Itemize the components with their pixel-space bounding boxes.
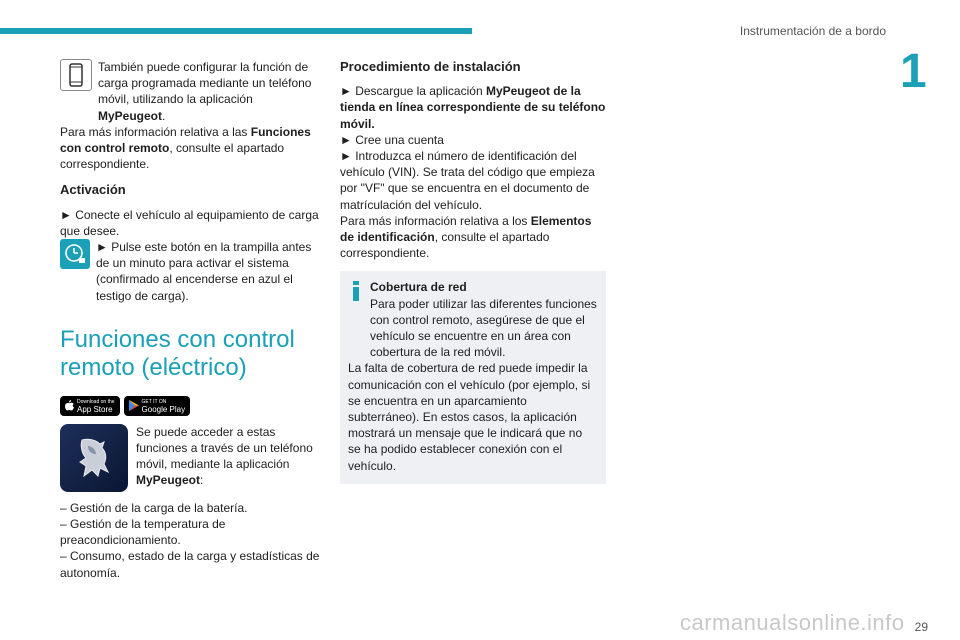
apple-icon: [65, 400, 74, 411]
activation-heading: Activación: [60, 182, 126, 198]
install-step-1: ► Descargue la aplicación MyPeugeot de la tienda en línea correspondiente de su teléfono móvil.: [340, 84, 606, 131]
intro-remote-text: Para más información relativa a las Funciones con control remoto, consulte el apartado correspondiente.: [60, 124, 311, 172]
install-heading: Procedimiento de instalación: [340, 59, 521, 74]
activation-step-2: [60, 239, 322, 304]
app-store-text: App Store: [77, 404, 113, 414]
activation-step-2-text: ► Pulse este botón en la trampilla antes de un minuto para activar el sistema (confirmado al encenderse en azul el testigo de carga).: [96, 240, 312, 303]
list-item: – Gestión de la temperatura de preacondicionamiento.: [60, 517, 226, 548]
infobox-title: Cobertura de red: [370, 280, 467, 295]
peugeot-lion-icon: [74, 436, 114, 480]
header-accent-bar: [0, 28, 472, 34]
store-badges: [60, 396, 322, 416]
identification-reference: Para más información relativa a los Elementos de identificación, consulte el apartado correspondiente.: [340, 213, 592, 261]
left-column: [60, 59, 322, 581]
install-step-2: ► Cree una cuenta: [340, 132, 444, 147]
section-title: Funciones con control remoto (eléctrico): [60, 325, 295, 381]
page-number: 29: [914, 620, 928, 634]
info-icon: [350, 281, 362, 301]
chapter-number: 1: [900, 45, 927, 98]
list-item: – Consumo, estado de la carga y estadísticas de autonomía.: [60, 549, 320, 580]
header-title: Instrumentación de a bordo: [739, 24, 886, 38]
network-coverage-infobox: [340, 271, 606, 483]
intro-text: También puede configurar la función de carga programada mediante un teléfono móvil, utilizando la aplicación MyPeugeot.: [98, 60, 312, 123]
app-info-row: [60, 424, 322, 492]
app-store-badge[interactable]: [60, 396, 120, 416]
functions-list: [60, 500, 322, 581]
google-play-small-text: GET IT ON: [141, 398, 167, 405]
watermark: carmanualsonline.info: [680, 610, 905, 635]
google-play-icon: [129, 400, 139, 411]
infobox-text-1: Para poder utilizar las diferentes funciones con control remoto, asegúrese de que el vehículo se encuentre en un área con cobertura de la red móvil.: [370, 296, 597, 360]
phone-paragraph: [60, 59, 322, 124]
activation-step-1: ► Conecte el vehículo al equipamiento de carga que desee.: [60, 207, 319, 238]
mypeugeot-app-icon: [60, 424, 128, 492]
install-step-3: ► Introduzca el número de identificación del vehículo (VIN). Se trata del código que empieza por "VF" que se encuentra en el documento de matrículación del vehículo.: [340, 149, 595, 212]
app-access-text: Se puede acceder a estas funciones a través de un teléfono móvil, mediante la aplicación MyPeugeot:: [136, 424, 313, 488]
list-item: – Gestión de la carga de la batería.: [60, 500, 248, 515]
google-play-text: Google Play: [141, 404, 186, 414]
right-column: [340, 59, 606, 484]
app-store-small-text: Download on the: [77, 398, 115, 405]
google-play-badge[interactable]: [124, 396, 191, 416]
infobox-text-2: La falta de cobertura de red puede impedir la comunicación con el vehículo (por ejemplo, si se encuentra en un aparcamiento subterráneo). En estos casos, la aplicación mostrará un mensaje que le indicará que no se ha podido establecer conexión con el vehículo.: [348, 361, 591, 473]
charge-timer-icon: [60, 239, 90, 269]
smartphone-icon: [60, 59, 92, 91]
